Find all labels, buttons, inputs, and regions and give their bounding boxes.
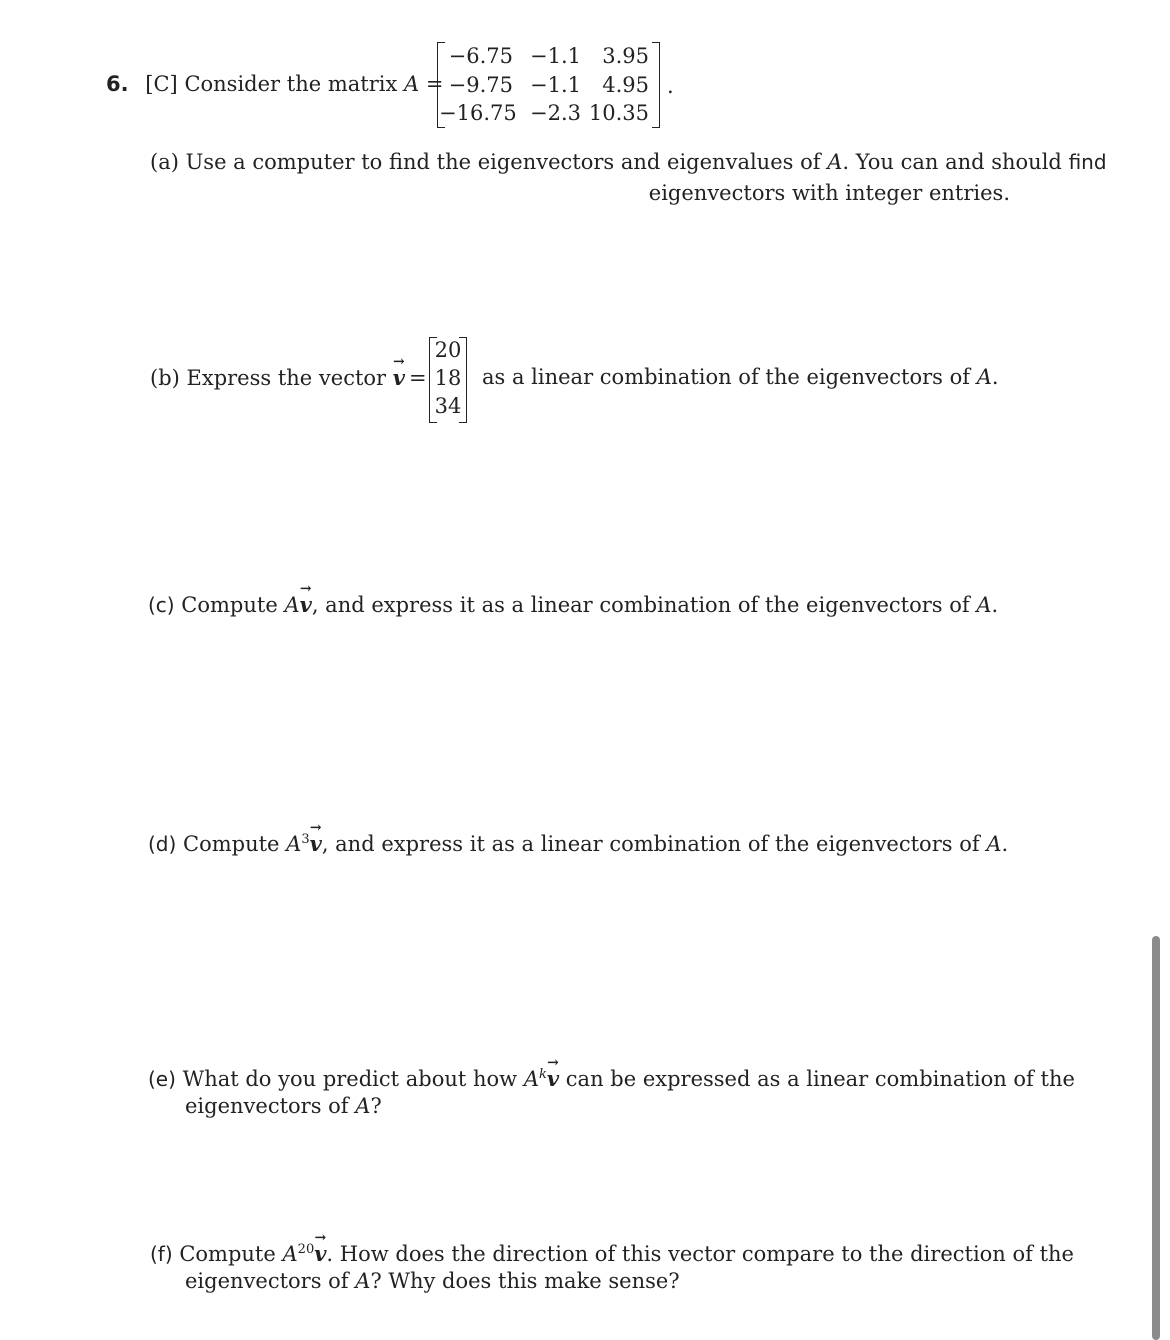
matrix-right-bracket <box>652 42 660 128</box>
matrix-cell: 10.35 <box>588 101 649 125</box>
part-c-label: (c) <box>148 593 175 617</box>
part-f-label: (f) <box>150 1242 173 1266</box>
part-c-text: Compute <box>181 593 278 617</box>
matrix-cell: −1.1 <box>530 73 581 97</box>
part-e-text: What do you predict about how <box>182 1067 518 1091</box>
problem-tag: [C] <box>145 72 178 96</box>
part-a-matrix-symbol: A <box>827 150 843 174</box>
part-a-text: Use a computer to find the eigenvectors and eigenvalues of <box>185 150 821 174</box>
matrix-cell: −9.75 <box>448 73 513 97</box>
part-f-matrix-symbol: A <box>282 1242 298 1266</box>
matrix-cell: −1.1 <box>530 44 581 68</box>
vector-v: v → <box>393 365 405 390</box>
part-e-line1 <box>148 1066 1075 1091</box>
part-d-exponent: 3 <box>301 832 310 847</box>
part-a-text-2: . You can and should <box>842 150 1062 174</box>
problem-intro: Consider the matrix <box>184 72 398 96</box>
part-b-label: (b) <box>150 366 180 390</box>
part-b-equals: = <box>408 366 427 390</box>
matrix-cell: 4.95 <box>602 73 649 97</box>
part-d-text-2: , and express it as a linear combination of the eigenvectors of <box>321 832 980 856</box>
problem-number: 6. <box>106 72 129 96</box>
vector-v-column <box>429 337 467 423</box>
part-e-exponent: k <box>539 1067 547 1082</box>
vector-v: v → <box>547 1066 559 1091</box>
matrix-cell: −6.75 <box>448 44 513 68</box>
vector-cell: 20 <box>434 338 462 362</box>
part-f-text: Compute <box>179 1242 276 1266</box>
part-b-period: . <box>991 365 999 389</box>
part-f-line2 <box>185 1269 680 1293</box>
part-d-matrix-symbol-2: A <box>986 832 1002 856</box>
part-f-line1 <box>150 1241 1074 1266</box>
part-a-label: (a) <box>150 150 179 174</box>
vector-cell: 34 <box>434 394 462 418</box>
part-c-matrix-symbol-2: A <box>976 593 992 617</box>
part-d-period: . <box>1001 832 1009 856</box>
part-f-text-3: eigenvectors of <box>185 1269 349 1293</box>
part-e-matrix-symbol: A <box>523 1067 540 1091</box>
part-e-line2 <box>185 1094 382 1118</box>
part-f-text-2: . How does the direction of this vector compare to the direction of the <box>326 1242 1074 1266</box>
part-e-text-3: eigenvectors of <box>185 1094 349 1118</box>
part-d-matrix-symbol: A <box>286 832 302 856</box>
part-f-exponent: 20 <box>297 1242 315 1257</box>
part-c-period: . <box>991 593 999 617</box>
part-a-bold-find: find <box>1068 150 1107 174</box>
equals-sign: = <box>425 72 444 96</box>
problem-header <box>106 72 443 96</box>
part-f-matrix-symbol-2: A <box>355 1269 371 1293</box>
vector-v: v → <box>314 1241 326 1266</box>
part-b-matrix-symbol: A <box>976 365 992 389</box>
part-d-label: (d) <box>148 832 177 856</box>
vector-cell: 18 <box>434 366 462 390</box>
matrix-cell: −16.75 <box>439 101 517 125</box>
matrix-a <box>437 42 660 128</box>
part-c-text-2: , and express it as a linear combination of the eigenvectors of <box>311 593 970 617</box>
matrix-cell: 3.95 <box>602 44 649 68</box>
part-f-text-4: ? Why does this make sense? <box>370 1269 680 1293</box>
part-e-text-2: can be expressed as a linear combination of the <box>565 1067 1075 1091</box>
part-b-text: Express the vector <box>186 366 387 390</box>
part-b-pre <box>150 365 427 390</box>
part-d-text: Compute <box>183 832 280 856</box>
part-a-line2: eigenvectors with integer entries. <box>648 181 1010 205</box>
matrix-symbol: A <box>403 72 420 96</box>
part-b-text-2: as a linear combination of the eigenvectors of <box>482 365 971 389</box>
vector-v: v → <box>300 592 312 617</box>
part-e-matrix-symbol-2: A <box>355 1094 371 1118</box>
part-c-matrix-symbol: A <box>284 593 300 617</box>
part-c <box>148 592 998 617</box>
part-b-post <box>482 365 999 389</box>
vertical-scrollbar-thumb[interactable] <box>1152 936 1160 1340</box>
part-e-label: (e) <box>148 1067 176 1091</box>
matrix-period: . <box>667 74 674 98</box>
part-d <box>148 831 1008 856</box>
part-e-question-mark: ? <box>370 1094 382 1118</box>
vector-v: v → <box>310 831 322 856</box>
part-a-line1 <box>150 150 1107 174</box>
matrix-cell: −2.3 <box>530 101 581 125</box>
